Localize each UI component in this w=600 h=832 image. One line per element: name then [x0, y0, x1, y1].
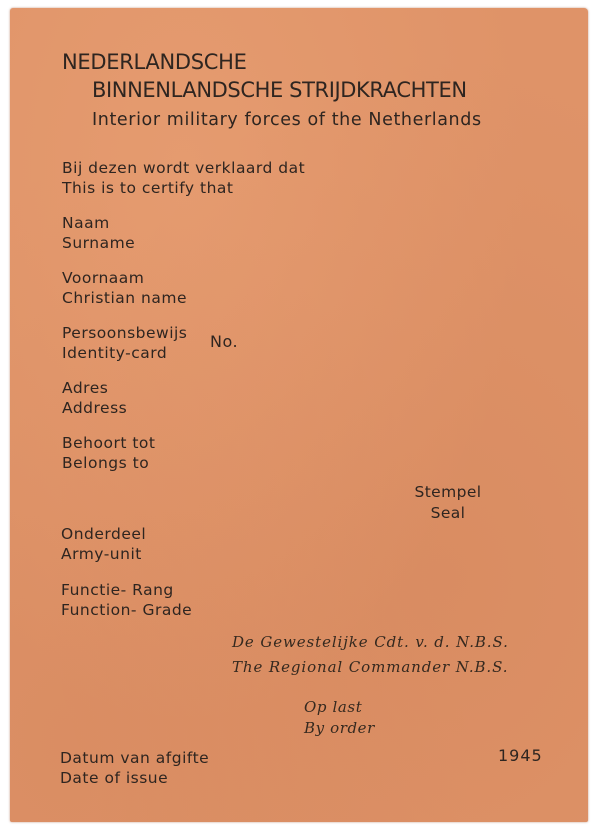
by-order-nl: Op last	[304, 698, 363, 716]
field-label-en: Army-unit	[61, 545, 142, 563]
commander-block	[232, 630, 509, 680]
field-label-nl: Datum van afgifte	[60, 749, 210, 767]
header-subtitle: Interior military forces of the Netherlands	[92, 110, 482, 130]
field-label-nl: Onderdeel	[61, 525, 147, 543]
field-identity-card	[62, 323, 187, 363]
seal-label-en: Seal	[430, 504, 466, 522]
field-army-unit	[61, 524, 146, 564]
field-label-en: Function- Grade	[61, 601, 193, 619]
field-label-nl: Adres	[62, 379, 109, 397]
header-title-line2: BINNENLANDSCHE STRIJDKRACHTEN	[92, 78, 467, 102]
by-order-block	[304, 697, 375, 739]
field-label-en: Surname	[62, 234, 136, 252]
field-label-en: Address	[62, 399, 128, 417]
header-title-line1: NEDERLANDSCHE	[62, 50, 247, 74]
field-date-of-issue	[60, 748, 209, 788]
field-surname	[62, 213, 135, 253]
field-label-en: Date of issue	[60, 769, 169, 787]
certify-en: This is to certify that	[62, 179, 234, 197]
certify-statement	[62, 158, 305, 198]
seal-label-nl: Stempel	[414, 483, 482, 501]
field-address	[62, 378, 127, 418]
field-label-nl: Functie- Rang	[61, 581, 174, 599]
field-label-en: Identity-card	[62, 344, 168, 362]
by-order-en: By order	[304, 719, 375, 737]
commander-title-nl: De Gewestelijke Cdt. v. d. N.B.S.	[232, 633, 509, 651]
seal-area	[408, 482, 488, 524]
identity-card-number-label: No.	[210, 332, 239, 351]
field-label-nl: Behoort tot	[62, 434, 156, 452]
field-label-en: Christian name	[62, 289, 187, 307]
field-label-nl: Persoonsbewijs	[62, 324, 188, 342]
commander-title-en: The Regional Commander N.B.S.	[232, 658, 509, 676]
field-label-en: Belongs to	[62, 454, 150, 472]
identity-card	[10, 8, 588, 822]
field-function-grade	[61, 580, 192, 620]
field-belongs-to	[62, 433, 155, 473]
field-christian-name	[62, 268, 187, 308]
issue-year: 1945	[498, 746, 543, 765]
field-label-nl: Naam	[62, 214, 110, 232]
field-label-nl: Voornaam	[62, 269, 145, 287]
certify-nl: Bij dezen wordt verklaard dat	[62, 159, 306, 177]
